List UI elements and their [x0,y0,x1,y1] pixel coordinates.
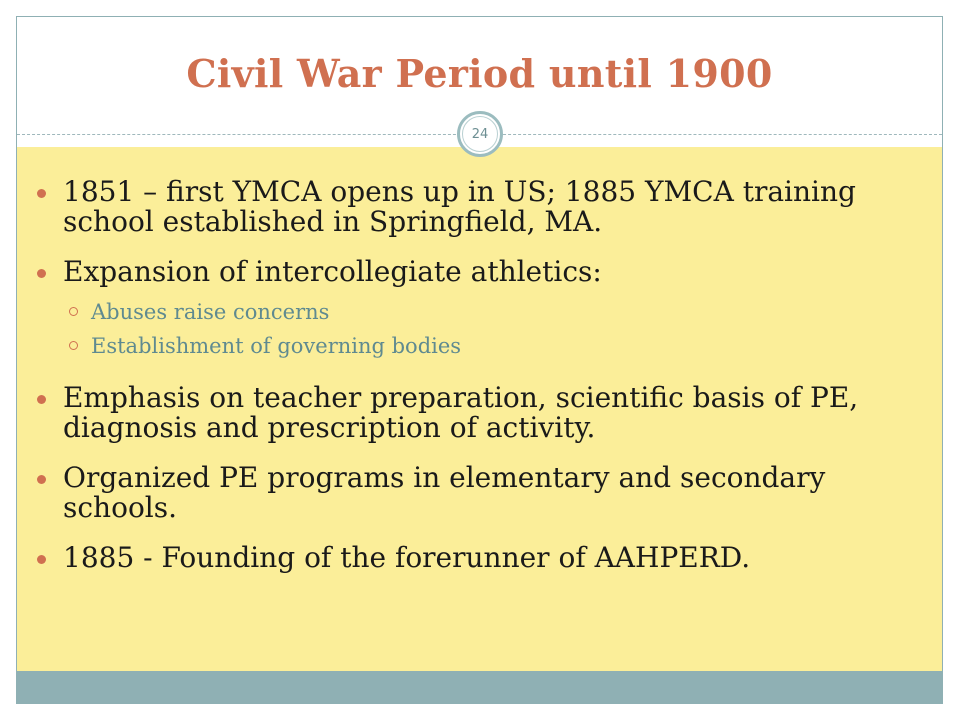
bullet-text: Emphasis on teacher preparation, scientific basis of PE, diagnosis and prescription of activity. [63,381,859,444]
bullet-dot-icon [37,395,46,404]
bullet-list [17,177,942,593]
bullet-text: Expansion of intercollegiate athletics: [63,255,602,288]
bullet-text: 1851 – first YMCA opens up in US; 1885 YMCA training school established in Springfield, MA. [63,175,856,238]
sub-bullet-list [63,295,912,363]
footer-bar [17,671,942,704]
bullet-dot-icon [37,189,46,198]
page-number-badge [457,111,503,157]
bullet-dot-icon [37,475,46,484]
sub-bullet-text: Establishment of governing bodies [91,334,462,358]
sub-bullet-item [63,329,912,363]
sub-bullet-item [63,295,912,329]
page-number: 24 [471,126,489,142]
bullet-text: 1885 - Founding of the forerunner of AAHPERD. [63,541,751,574]
bullet-item [17,177,942,237]
bullet-dot-icon [37,269,46,278]
bullet-item [17,463,942,523]
bullet-item [17,543,942,573]
bullet-dot-icon [37,555,46,564]
bullet-item [17,257,942,363]
ring-bullet-icon [69,341,78,350]
bullet-item [17,383,942,443]
bullet-text: Organized PE programs in elementary and secondary schools. [63,461,826,524]
slide [16,16,943,704]
ring-bullet-icon [69,307,78,316]
content-area [17,147,942,671]
sub-bullet-text: Abuses raise concerns [91,300,330,324]
slide-title: Civil War Period until 1900 [186,51,773,96]
